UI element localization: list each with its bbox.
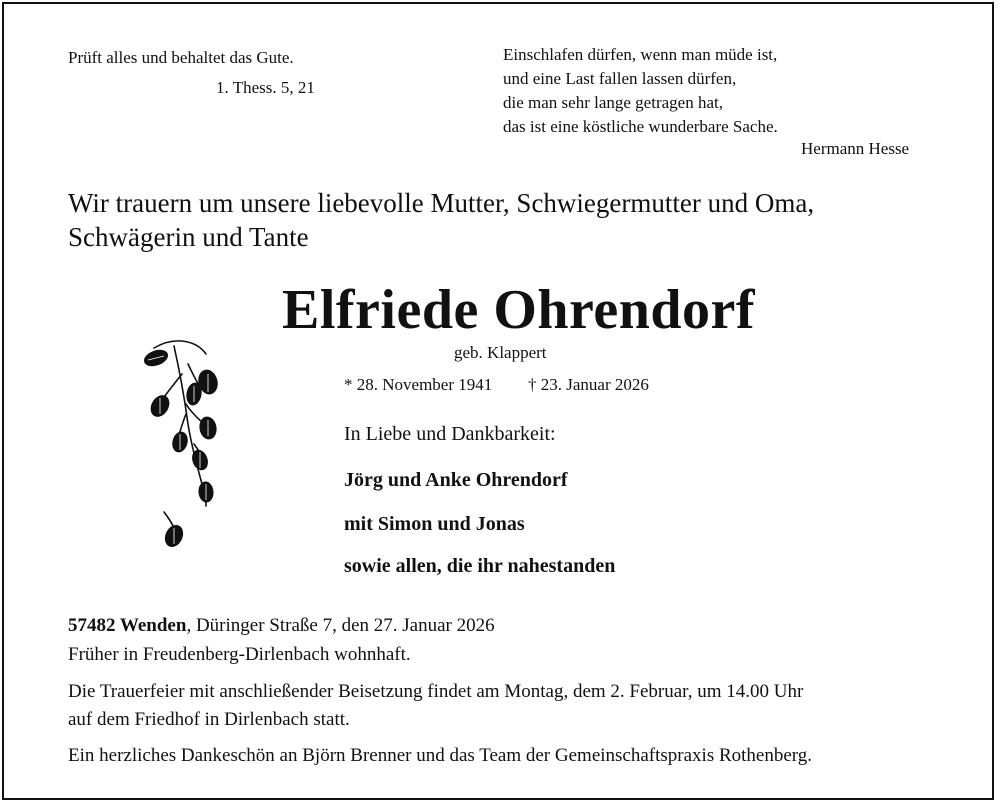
poem-line: das ist eine köstliche wunderbare Sache.	[503, 117, 778, 136]
funeral-info-line: Die Trauerfeier mit anschließender Beisetzung findet am Montag, dem 2. Februar, um 14.00 Uhr	[68, 681, 804, 702]
bible-quote: Prüft alles und behaltet das Gute.	[68, 48, 294, 67]
maiden-name: geb. Klappert	[454, 343, 547, 362]
funeral-info-line: auf dem Friedhof in Dirlenbach statt.	[68, 709, 350, 730]
death-date: † 23. Januar 2026	[528, 375, 649, 394]
birth-date: * 28. November 1941	[344, 375, 493, 394]
mourner-line: Jörg und Anke Ohrendorf	[344, 469, 568, 491]
bible-quote-source: 1. Thess. 5, 21	[216, 78, 315, 97]
mourner-line: mit Simon und Jonas	[344, 513, 525, 535]
mourner-line: sowie allen, die ihr nahestanden	[344, 555, 616, 577]
address-line	[68, 616, 495, 635]
thanks-line: Ein herzliches Dankeschön an Björn Brenner und das Team der Gemeinschaftspraxis Rothenberg.	[68, 745, 813, 766]
mourning-intro-line: Schwägerin und Tante	[68, 222, 309, 252]
address-place: 57482 Wenden	[68, 615, 187, 636]
birch-branch-icon	[134, 334, 244, 564]
poem-line: Einschlafen dürfen, wenn man müde ist,	[503, 45, 778, 64]
poem-author: Hermann Hesse	[801, 139, 910, 158]
poem-line: die man sehr lange getragen hat,	[503, 93, 723, 112]
poem-line: und eine Last fallen lassen dürfen,	[503, 69, 737, 88]
mourners-heading: In Liebe und Dankbarkeit:	[344, 423, 556, 445]
obituary-card	[2, 2, 994, 800]
mourning-intro-line: Wir trauern um unsere liebevolle Mutter, Schwiegermutter und Oma,	[68, 188, 815, 218]
former-residence: Früher in Freudenberg-Dirlenbach wohnhaft.	[68, 644, 411, 665]
deceased-name: Elfriede Ohrendorf	[282, 279, 756, 341]
address-street-date: , Düringer Straße 7, den 27. Januar 2026	[186, 615, 495, 636]
